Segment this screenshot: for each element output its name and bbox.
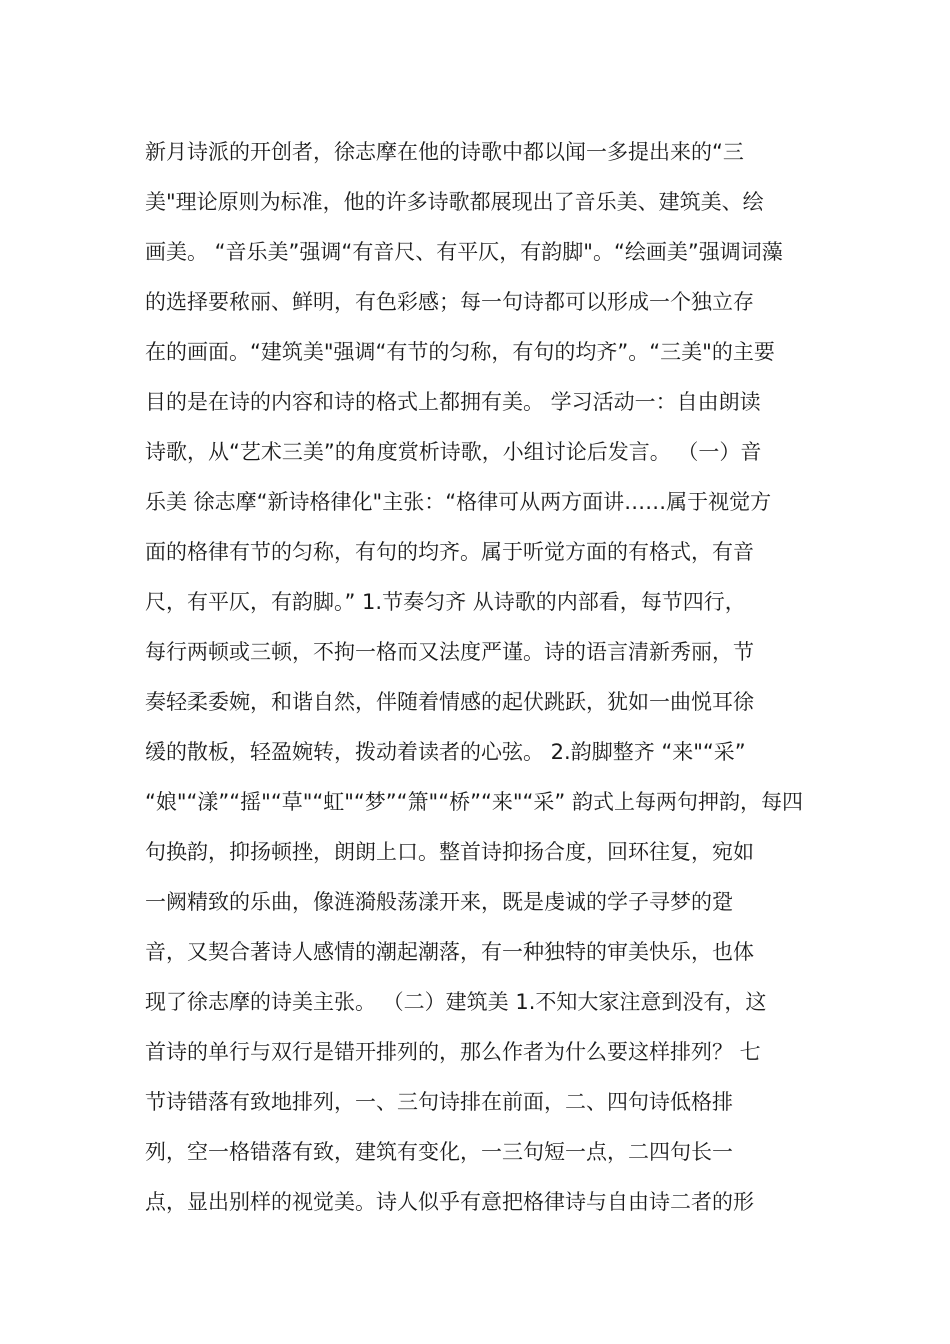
- text-line: 一阙精致的乐曲，像涟漪般荡漾开来，既是虔诚的学子寻梦的跫: [145, 890, 733, 914]
- text-line: 乐美 徐志摩“新诗格律化"主张：“格律可从两方面讲……属于视觉方: [145, 490, 772, 514]
- text-line: “娘"“漾”“摇"“草"“虹"“梦”“箫"“桥”“来"“采” 韵式上每两句押韵，每四: [145, 790, 803, 814]
- text-line: 目的是在诗的内容和诗的格式上都拥有美。 学习活动一：自由朗读: [145, 390, 761, 414]
- text-line: 音，又契合著诗人感情的潮起潮落，有一种独特的审美快乐，也体: [145, 940, 754, 964]
- text-line: 首诗的单行与双行是错开排列的，那么作者为什么要这样排列？ 七: [145, 1040, 761, 1064]
- text-line: 在的画面。“建筑美"强调“有节的匀称，有句的均齐”。“三美"的主要: [145, 340, 775, 364]
- text-line: 列，空一格错落有致，建筑有变化，一三句短一点，二四句长一: [145, 1140, 733, 1164]
- text-line: 画美。 “音乐美”强调“有音尺、有平仄，有韵脚"。“绘画美”强调词藻: [145, 240, 783, 264]
- text-line: 面的格律有节的匀称，有句的均齐。属于听觉方面的有格式，有音: [145, 540, 754, 564]
- text-line: 奏轻柔委婉，和谐自然，伴随着情感的起伏跳跃，犹如一曲悦耳徐: [145, 690, 754, 714]
- text-line: 节诗错落有致地排列，一、三句诗排在前面，二、四句诗低格排: [145, 1090, 733, 1114]
- text-line: 诗歌，从“艺术三美”的角度赏析诗歌，小组讨论后发言。 （一）音: [145, 440, 762, 464]
- text-line: 新月诗派的开创者，徐志摩在他的诗歌中都以闻一多提出来的“三: [145, 140, 744, 164]
- text-line: 缓的散板，轻盈婉转，拨动着读者的心弦。 2.韵脚整齐 “来"“采”: [145, 740, 746, 764]
- text-line: 现了徐志摩的诗美主张。 （二）建筑美 1.不知大家注意到没有，这: [145, 990, 767, 1014]
- text-line: 点，显出别样的视觉美。诗人似乎有意把格律诗与自由诗二者的形: [145, 1190, 754, 1214]
- text-line: 句换韵，抑扬顿挫，朗朗上口。整首诗抑扬合度，回环往复，宛如: [145, 840, 754, 864]
- text-line: 每行两顿或三顿，不拘一格而又法度严谨。诗的语言清新秀丽，节: [145, 640, 754, 664]
- text-line: 尺，有平仄，有韵脚。” 1.节奏匀齐 从诗歌的内部看，每节四行，: [145, 590, 746, 614]
- text-line: 美"理论原则为标准，他的许多诗歌都展现出了音乐美、建筑美、绘: [145, 190, 764, 214]
- text-line: 的选择要秾丽、鲜明，有色彩感；每一句诗都可以形成一个独立存: [145, 290, 754, 314]
- body-paragraph: [145, 127, 810, 1227]
